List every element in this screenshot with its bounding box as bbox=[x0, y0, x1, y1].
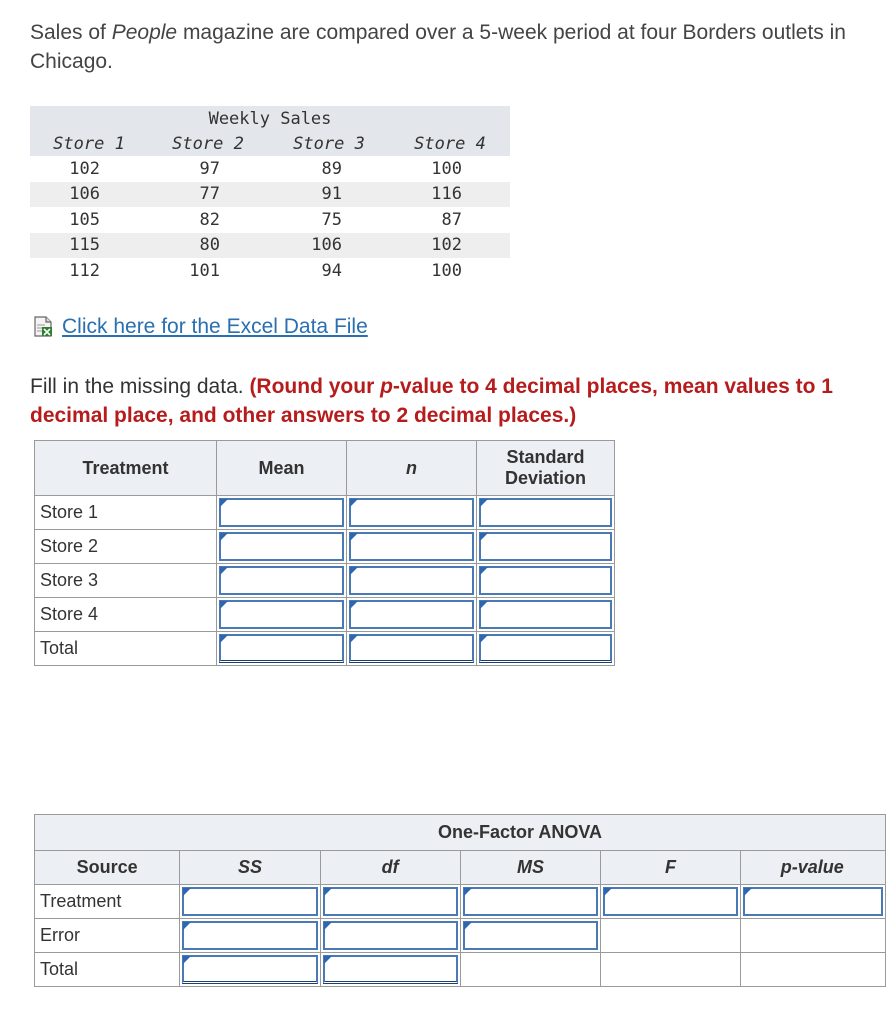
table-row bbox=[35, 919, 886, 953]
df-input-total[interactable] bbox=[323, 955, 458, 984]
rounding-instructions: (Round your p-value to 4 decimal places, mean values to 1 decimal place, and other answers to 2 decimal places.) bbox=[30, 375, 833, 427]
mean-input-store-2[interactable] bbox=[219, 532, 344, 561]
ms-input-error[interactable] bbox=[463, 921, 599, 950]
header-mean: Mean bbox=[217, 441, 347, 496]
header-ms: MS bbox=[460, 851, 601, 885]
header-treatment: Treatment bbox=[35, 441, 217, 496]
row-label: Error bbox=[35, 919, 180, 953]
header-f: F bbox=[601, 851, 740, 885]
header-df: df bbox=[320, 851, 460, 885]
row-label: Store 2 bbox=[35, 530, 217, 564]
row-label: Store 4 bbox=[35, 598, 217, 632]
weekly-sales-caption: Weekly Sales bbox=[30, 106, 510, 131]
weekly-sales-table bbox=[30, 106, 510, 284]
table-row: 102 97 89 100 bbox=[30, 156, 510, 182]
table-row bbox=[35, 496, 615, 530]
mean-input-store-3[interactable] bbox=[219, 566, 344, 595]
table-row bbox=[35, 564, 615, 598]
n-input-store-2[interactable] bbox=[349, 532, 474, 561]
ss-input-treatment[interactable] bbox=[182, 887, 317, 916]
f-input-treatment[interactable] bbox=[603, 887, 737, 916]
row-label: Total bbox=[35, 953, 180, 987]
header-p-value: p-value bbox=[740, 851, 885, 885]
df-input-treatment[interactable] bbox=[323, 887, 458, 916]
std-input-store-1[interactable] bbox=[479, 498, 612, 527]
table-row bbox=[35, 530, 615, 564]
header-store-3: Store 3 bbox=[268, 131, 390, 156]
std-input-total[interactable] bbox=[479, 634, 612, 663]
n-input-store-1[interactable] bbox=[349, 498, 474, 527]
excel-file-icon bbox=[32, 315, 56, 339]
row-label: Store 1 bbox=[35, 496, 217, 530]
table-row: 106 77 91 116 bbox=[30, 182, 510, 208]
row-label: Store 3 bbox=[35, 564, 217, 598]
n-input-store-4[interactable] bbox=[349, 600, 474, 629]
row-label: Treatment bbox=[35, 885, 180, 919]
table-row bbox=[35, 632, 615, 666]
mean-input-total[interactable] bbox=[219, 634, 344, 663]
header-store-2: Store 2 bbox=[148, 131, 268, 156]
magazine-name: People bbox=[111, 21, 178, 44]
df-input-error[interactable] bbox=[323, 921, 458, 950]
n-input-store-3[interactable] bbox=[349, 566, 474, 595]
table-row bbox=[35, 598, 615, 632]
ms-input-treatment[interactable] bbox=[463, 887, 599, 916]
table-row bbox=[35, 885, 886, 919]
anova-table bbox=[34, 814, 886, 987]
anova-title: One-Factor ANOVA bbox=[35, 815, 886, 851]
std-input-store-3[interactable] bbox=[479, 566, 612, 595]
header-ss: SS bbox=[180, 851, 320, 885]
mean-input-store-1[interactable] bbox=[219, 498, 344, 527]
treatment-summary-table bbox=[34, 440, 615, 666]
table-row: 112 101 94 100 bbox=[30, 258, 510, 284]
header-std-dev: Standard Deviation bbox=[477, 441, 615, 496]
std-input-store-4[interactable] bbox=[479, 600, 612, 629]
instructions: Fill in the missing data. (Round your p-value to 4 decimal places, mean values to 1 decimal place, and other answers to 2 decimal places.) bbox=[30, 375, 833, 427]
header-store-1: Store 1 bbox=[30, 131, 148, 156]
table-row bbox=[35, 953, 886, 987]
excel-data-link[interactable] bbox=[32, 315, 368, 339]
ss-input-error[interactable] bbox=[182, 921, 317, 950]
problem-statement: Sales of People magazine are compared over a 5-week period at four Borders outlets in Chicago. bbox=[30, 21, 846, 73]
n-input-total[interactable] bbox=[349, 634, 474, 663]
p-value-input-treatment[interactable] bbox=[743, 887, 883, 916]
header-store-4: Store 4 bbox=[390, 131, 510, 156]
std-input-store-2[interactable] bbox=[479, 532, 612, 561]
mean-input-store-4[interactable] bbox=[219, 600, 344, 629]
header-n: n bbox=[347, 441, 477, 496]
table-row: 105 82 75 87 bbox=[30, 207, 510, 233]
excel-link-text: Click here for the Excel Data File bbox=[62, 315, 368, 338]
ss-input-total[interactable] bbox=[182, 955, 317, 984]
table-row: 115 80 106 102 bbox=[30, 233, 510, 259]
header-source: Source bbox=[35, 851, 180, 885]
row-label: Total bbox=[35, 632, 217, 666]
